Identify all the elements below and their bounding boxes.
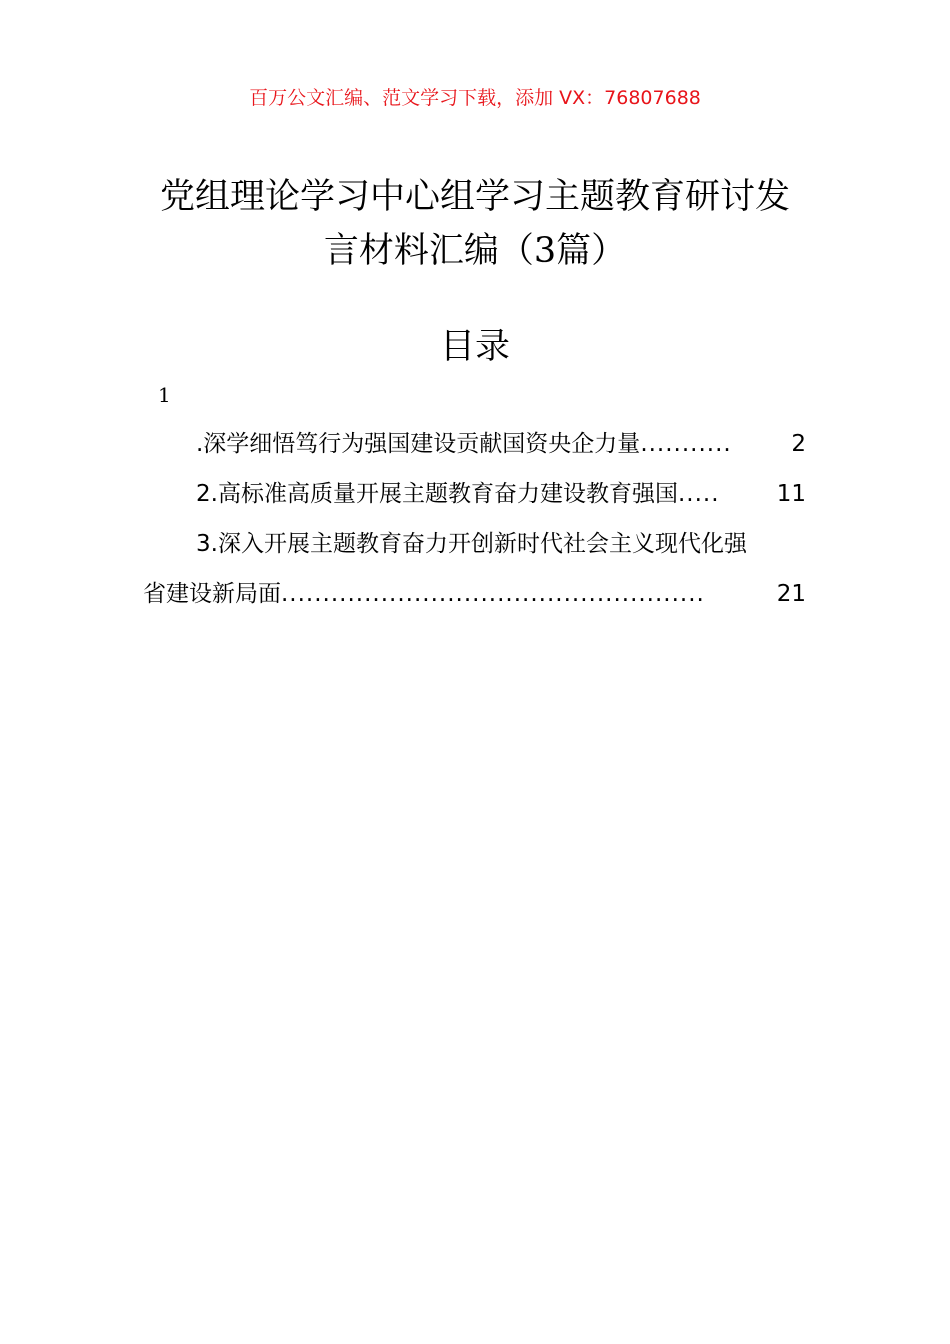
title-line-1: 党组理论学习中心组学习主题教育研讨发 [159, 177, 790, 217]
toc-entry-3-line-1[interactable] [196, 527, 816, 561]
title-line-2 [130, 224, 820, 278]
title-count: 3 [533, 231, 557, 271]
document-title [130, 170, 820, 278]
toc-entry-1[interactable] [196, 427, 806, 461]
header-banner: 百万公文汇编、范文学习下载，添加 VX：76807688 [249, 87, 701, 109]
title-line-2-prefix: 言材料汇编（ [323, 231, 534, 271]
toc-entry-leader: ..... [677, 481, 720, 507]
toc-entry-leader: ........... [640, 431, 732, 457]
toc-entry-page: 2 [791, 431, 806, 457]
toc-entry-text: 省建设新局面 [143, 581, 281, 607]
toc-entry-page: 21 [776, 581, 806, 607]
toc-first-number: 1 [158, 383, 171, 407]
toc-entry-page: 11 [776, 481, 806, 507]
toc-entry-text: .深学细悟笃行为强国建设贡献国资央企力量 [196, 431, 641, 457]
toc-entry-text: 3.深入开展主题教育奋力开创新时代社会主义现代化强 [196, 531, 747, 557]
toc-entry-leader: ................................................... [281, 581, 705, 607]
toc-entry-3-line-2[interactable] [143, 577, 806, 611]
title-line-2-suffix: 篇） [556, 231, 627, 271]
toc-entry-text: 2.高标准高质量开展主题教育奋力建设教育强国 [196, 481, 678, 507]
toc-entry-2[interactable] [196, 477, 806, 511]
toc-heading: 目录 [439, 327, 510, 367]
